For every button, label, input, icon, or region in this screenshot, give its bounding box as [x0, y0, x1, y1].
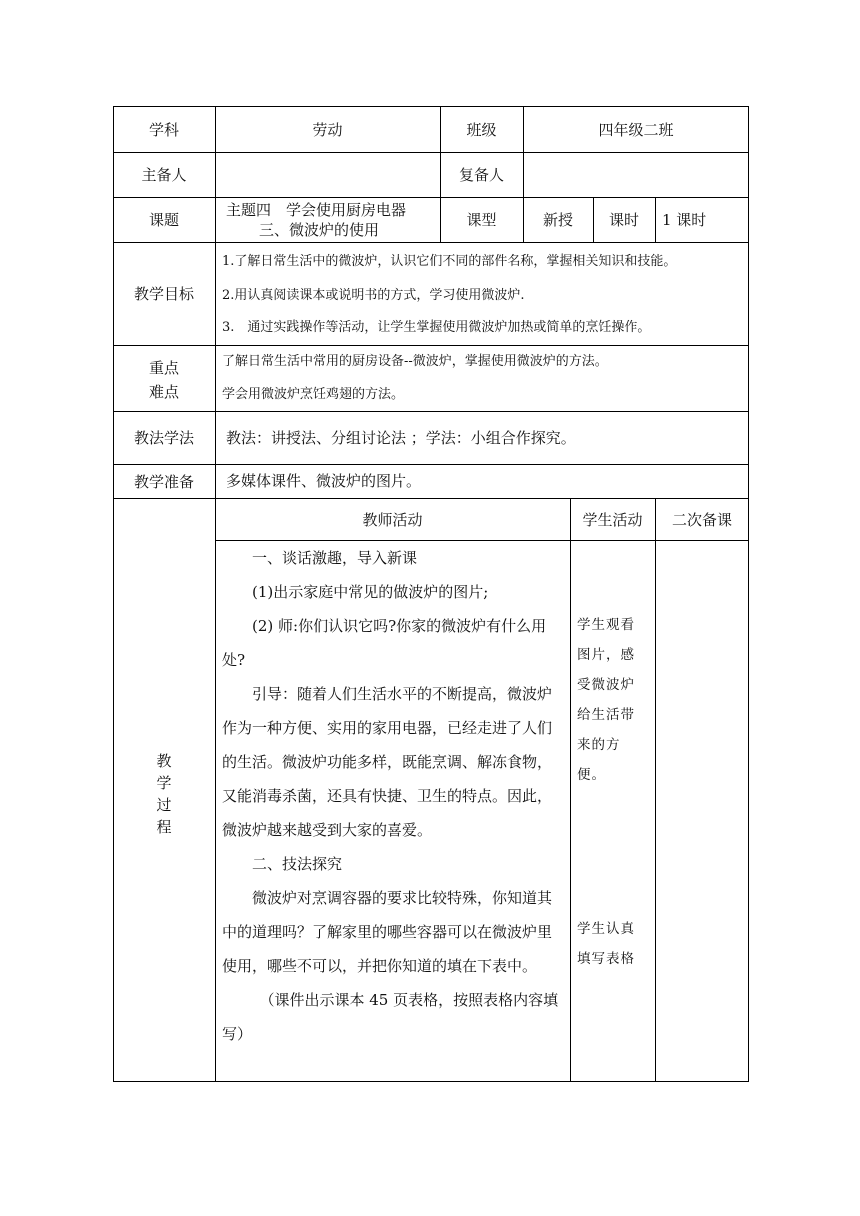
- goal-item: 3. 通过实践操作等活动，让学生掌握使用微波炉加热或简单的烹饪操作。: [222, 320, 651, 335]
- teacher-paragraph: 微波炉对烹调容器的要求比较特殊，你知道其中的道理吗？了解家里的哪些容器可以在微波炉里使用，哪些不可以，并把你知道的填在下表中。: [222, 889, 553, 975]
- teacher-activity-header: 教师活动: [362, 510, 423, 529]
- teacher-paragraph: 引导：随着人们生活水平的不断提高，微波炉作为一种方便、实用的家用电器，已经走进了人们的生活。微波炉功能多样，既能烹调、解冻食物，又能消毒杀菌，还具有快捷、卫生的特点。因此，微波炉越来越受到大家的喜爱。: [222, 685, 553, 839]
- teacher-paragraph: 一、谈话激趣，导入新课: [252, 549, 418, 567]
- methods-value: 教法：讲授法、分组讨论法 ；学法：小组合作探究。: [226, 429, 576, 447]
- class-value: 四年级二班: [598, 120, 674, 139]
- topic-line-2: 三、微波炉的使用: [259, 221, 380, 239]
- col-divider: [655, 197, 656, 242]
- keypoint-item: 学会用微波炉烹饪鸡翅的方法。: [222, 387, 405, 402]
- topic-line-1: 主题四 学会使用厨房电器: [226, 201, 407, 219]
- topic-label: 课题: [148, 211, 179, 229]
- teacher-paragraph: (1)出示家庭中常见的做波炉的图片;: [252, 583, 489, 601]
- preparer-value: [215, 152, 440, 197]
- hours-value: 1 课时: [662, 211, 707, 229]
- preparer-label: 主备人: [141, 166, 187, 184]
- teacher-paragraph: （课件出示课本 45 页表格，按照表格内容填写）: [222, 991, 559, 1043]
- process-label-char: 教: [156, 752, 172, 770]
- col-divider: [215, 106, 216, 1082]
- col-divider: [570, 498, 571, 1082]
- prep-label: 教学准备: [133, 472, 194, 491]
- student-activity-header: 学生活动: [582, 510, 643, 529]
- teacher-paragraph: (2) 师:你们认识它吗?你家的微波炉有什么用处?: [222, 617, 547, 669]
- prep-value: 多媒体课件、微波炉的图片。: [226, 472, 422, 490]
- type-label: 课型: [466, 211, 497, 229]
- second-prep-header: 二次备课: [671, 510, 732, 529]
- hours-label: 课时: [608, 211, 639, 229]
- process-label: [154, 750, 174, 838]
- row-divider: [113, 345, 749, 346]
- goals-label: 教学目标: [133, 285, 194, 303]
- teacher-activity-content: [222, 541, 566, 1051]
- class-label: 班级: [466, 120, 497, 139]
- col-divider: [655, 498, 656, 1082]
- student-activity-2: 学生认真填写表格: [577, 921, 635, 967]
- reviewer-value: [523, 152, 749, 197]
- teacher-paragraph: 二、技法探究: [252, 855, 343, 873]
- process-label-char: 学: [156, 774, 172, 792]
- keypoint-item: 了解日常生活中常用的厨房设备--微波炉，掌握使用微波炉的方法。: [222, 354, 608, 369]
- methods-label: 教法学法: [133, 429, 194, 447]
- process-label-char: 过: [156, 796, 172, 814]
- subject-label: 学科: [148, 120, 179, 139]
- keypoints-label-bottom: 难点: [149, 383, 180, 401]
- reviewer-label: 复备人: [458, 166, 504, 184]
- subject-value: 劳动: [312, 120, 343, 139]
- goal-item: 1.了解日常生活中的微波炉，认识它们不同的部件名称，掌握相关知识和技能。: [222, 254, 677, 269]
- goal-item: 2.用认真阅读课本或说明书的方式，学习使用微波炉.: [222, 288, 525, 303]
- type-value: 新授: [542, 211, 573, 229]
- process-label-char: 程: [156, 818, 172, 836]
- student-activity-1: 学生观看图片，感受微波炉给生活带来的方便。: [577, 617, 635, 783]
- keypoints-label-top: 重点: [149, 359, 180, 377]
